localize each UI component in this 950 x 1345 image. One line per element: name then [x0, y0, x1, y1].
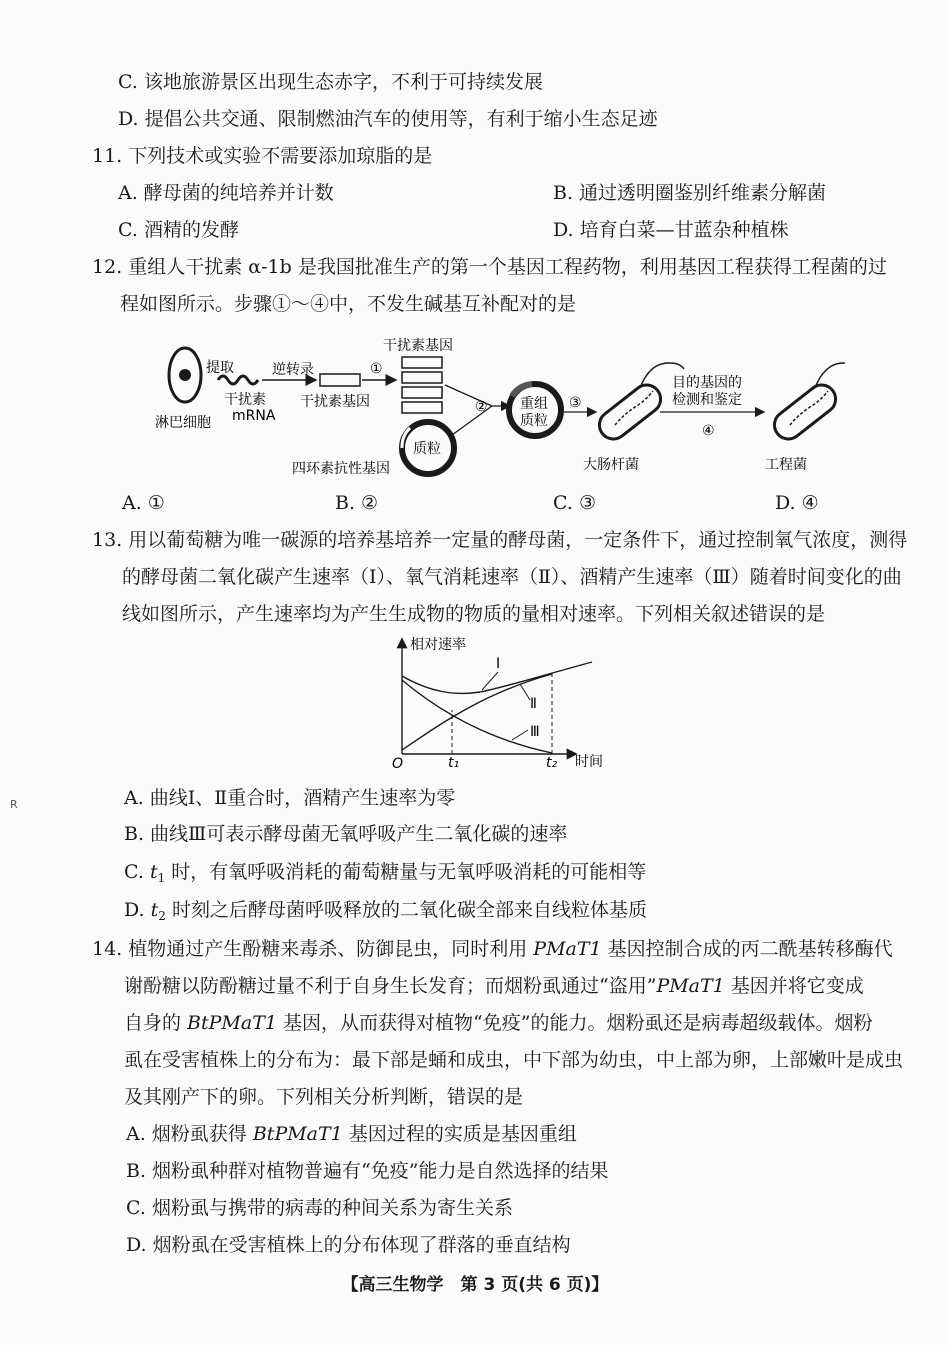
detect-label-2: 检测和鉴定	[672, 392, 742, 408]
curve-III-label: Ⅲ	[530, 724, 540, 740]
q14-stem-line1: 14. 植物通过产生酚糖来毒杀、防御昆虫，同时利用 PMaT1 基因控制合成的丙二酰基转移酶代	[92, 938, 893, 960]
ecoli-label: 大肠杆菌	[583, 457, 639, 473]
recomb-label-1: 重组	[520, 396, 548, 412]
page-footer: 【高三生物学 第 3 页(共 6 页)】	[341, 1275, 609, 1295]
q14-option-d: D. 烟粉虱在受害植株上的分布体现了群落的垂直结构	[126, 1234, 571, 1256]
y-axis-label: 相对速率	[410, 637, 466, 653]
gene-label: 干扰素基因	[300, 394, 370, 410]
q13-stem-line2: 的酵母菌二氧化碳产生速率（Ⅰ）、氧气消耗速率（Ⅱ）、酒精产生速率（Ⅲ）随着时间变化的曲	[122, 566, 902, 588]
q13-stem-line1: 13. 用以葡萄糖为唯一碳源的培养基培养一定量的酵母菌，一定条件下，通过控制氧气浓度，测得	[92, 529, 908, 551]
q11-option-b: B. 通过透明圈鉴别纤维素分解菌	[553, 182, 827, 204]
curve-III	[402, 680, 552, 753]
q10-option-d: D. 提倡公共交通、限制燃油汽车的使用等，有利于缩小生态足迹	[118, 108, 658, 130]
curve-I-label: Ⅰ	[496, 656, 501, 672]
lymphocyte-label: 淋巴细胞	[155, 415, 211, 431]
gene-stack-label: 干扰素基因	[383, 338, 453, 354]
extract-label: 提取	[206, 360, 234, 376]
gene-box	[320, 374, 360, 386]
q14-option-a: A. 烟粉虱获得 BtPMaT1 基因过程的实质是基因重组	[126, 1123, 577, 1145]
curve-II-label: Ⅱ	[530, 696, 537, 712]
q13-option-c: C. $t_1$ 时，有氧呼吸消耗的葡萄糖量与无氧呼吸消耗的可能相等	[124, 861, 647, 885]
tet-gene-label: 四环素抗性基因	[292, 461, 390, 477]
t1-label: t₁	[448, 755, 460, 771]
recomb-label-2: 质粒	[520, 413, 548, 429]
engineered-cell	[769, 363, 845, 445]
q13-stem-line3: 线如图所示，产生速率均为产生生成物的物质的量相对速率。下列相关叙述错误的是	[122, 603, 826, 625]
origin-label: O	[392, 756, 404, 772]
q10-option-c: C. 该地旅游景区出现生态赤字，不利于可持续发展	[118, 71, 543, 93]
engineered-label: 工程菌	[765, 457, 807, 473]
mrna-label-1: 干扰素	[224, 392, 266, 408]
q12-stem-line2: 程如图所示。步骤①～④中，不发生碱基互补配对的是	[120, 293, 577, 315]
q12-option-c: C. ③	[553, 492, 596, 514]
q14-stem-line3: 自身的 BtPMaT1 基因，从而获得对植物“免疫”的能力。烟粉虱还是病毒超级载体。烟粉	[124, 1012, 873, 1034]
q11-option-d: D. 培育白菜—甘蓝杂种植株	[553, 219, 789, 241]
q14-option-b: B. 烟粉虱种群对植物普遍有“免疫”能力是自然选择的结果	[126, 1160, 609, 1182]
margin-mark: R	[10, 798, 18, 811]
q14-stem-line2: 谢酚糖以防酚糖过量不利于自身生长发育；而烟粉虱通过“盗用”PMaT1 基因并将它变成	[124, 975, 864, 997]
t2-label: t₂	[546, 755, 558, 771]
gene-stack	[402, 357, 442, 413]
q11-stem: 11. 下列技术或实验不需要添加琼脂的是	[92, 145, 433, 167]
q13-option-a: A. 曲线Ⅰ、Ⅱ重合时，酒精产生速率为零	[124, 787, 456, 809]
q12-option-d: D. ④	[775, 492, 819, 514]
q11-option-a: A. 酵母菌的纯培养并计数	[118, 182, 334, 204]
lymphocyte-cell	[169, 348, 201, 402]
q13-option-b: B. 曲线Ⅲ可表示酵母菌无氧呼吸产生二氧化碳的速率	[124, 823, 568, 845]
q12-option-a: A. ①	[122, 492, 165, 514]
q12-stem-line1: 12. 重组人干扰素 α-1b 是我国批准生产的第一个基因工程药物，利用基因工程获得工程菌的过	[92, 256, 887, 278]
gene-engineering-diagram	[140, 330, 860, 480]
rate-graph	[380, 632, 620, 772]
step3-label: ③	[569, 395, 582, 411]
step4-label: ④	[702, 423, 715, 439]
step2-label: ②	[475, 399, 488, 415]
mrna-label-2: mRNA	[232, 408, 276, 424]
q12-option-b: B. ②	[335, 492, 379, 514]
q11-option-c: C. 酒精的发酵	[118, 219, 239, 241]
step1-label: ①	[370, 361, 383, 377]
mrna-squiggle	[218, 376, 258, 384]
plasmid-label: 质粒	[413, 441, 441, 457]
ecoli-cell	[594, 363, 684, 445]
q14-stem-line4: 虱在受害植株上的分布为：最下部是蛹和成虫，中下部为幼虫，中上部为卵，上部嫩叶是成虫	[124, 1049, 904, 1071]
q14-option-c: C. 烟粉虱与携带的病毒的种间关系为寄生关系	[126, 1197, 513, 1219]
detect-label-1: 目的基因的	[672, 375, 742, 391]
q14-stem-line5: 及其刚产下的卵。下列相关分析判断，错误的是	[124, 1086, 524, 1108]
rt-label: 逆转录	[272, 362, 314, 378]
x-axis-label: 时间	[575, 754, 603, 770]
q13-option-d: D. $t_2$ 时刻之后酵母菌呼吸释放的二氧化碳全部来自线粒体基质	[124, 899, 647, 923]
